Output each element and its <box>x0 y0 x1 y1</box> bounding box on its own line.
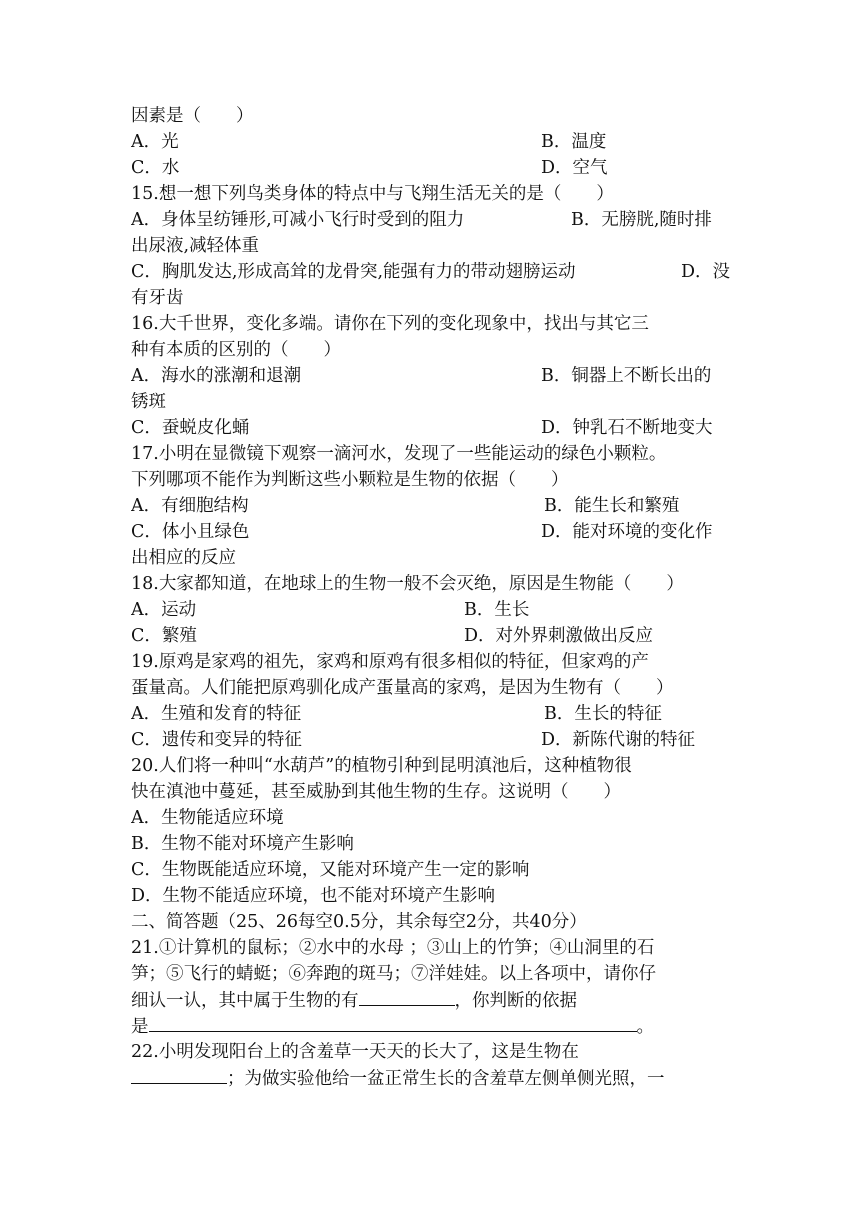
text-segment: A．运动 <box>131 600 197 620</box>
text-segment: A．生殖和发育的特征 <box>131 704 302 724</box>
text-segment: A．生物能适应环境 <box>131 808 284 828</box>
text-segment: 蛋量高。人们能把原鸡驯化成产蛋量高的家鸡，是因为生物有（ ） <box>131 678 674 698</box>
text-line <box>131 441 731 467</box>
text-line <box>131 285 731 311</box>
text-segment: 15.想一想下列鸟类身体的特点中与飞翔生活无关的是（ ） <box>131 184 614 204</box>
text-segment: 16.大千世界，变化多端。请你在下列的变化现象中，找出与其它三 <box>131 314 649 334</box>
text-segment: D．生物不能适应环境，也不能对环境产生影响 <box>131 886 496 906</box>
text-segment: D．对外界刺激做出反应 <box>464 626 654 646</box>
text-segment: 18.大家都知道，在地球上的生物一般不会灭绝，原因是生物能（ ） <box>131 574 684 594</box>
text-segment: B．铜器上不断长出的 <box>541 366 712 386</box>
text-segment: 21.①计算机的鼠标；②水中的水母 ；③山上的竹笋；④山洞里的石 <box>131 938 655 958</box>
text-segment: 20.人们将一种叫“水葫芦”的植物引种到昆明滇池后，这种植物很 <box>131 756 632 776</box>
text-line <box>131 623 731 649</box>
text-segment: ，你判断的依据 <box>454 991 577 1011</box>
text-line <box>131 779 731 805</box>
text-line <box>131 415 731 441</box>
text-line <box>131 363 731 389</box>
text-segment: C．繁殖 <box>131 626 197 646</box>
text-line <box>131 701 731 727</box>
text-segment: 是 <box>131 1017 149 1037</box>
text-line <box>131 961 731 987</box>
text-line <box>131 883 731 909</box>
text-line <box>131 103 731 129</box>
text-line <box>131 597 731 623</box>
text-line <box>131 675 731 701</box>
text-segment: D．能对环境的变化作 <box>541 522 713 542</box>
answer-blank[interactable] <box>359 987 455 1006</box>
text-segment: B．生物不能对环境产生影响 <box>131 834 354 854</box>
text-segment: 17.小明在显微镜下观察一滴河水，发现了一些能运动的绿色小颗粒。 <box>131 444 667 464</box>
text-segment: A．身体呈纺锤形,可减小飞行时受到的阻力 <box>131 210 465 230</box>
answer-blank[interactable] <box>149 1013 637 1032</box>
text-segment: 因素是（ ） <box>131 106 254 126</box>
text-line <box>131 857 731 883</box>
text-segment: B．能生长和繁殖 <box>544 496 680 516</box>
text-segment: C．体小且绿色 <box>131 522 250 542</box>
text-segment: A．有细胞结构 <box>131 496 249 516</box>
text-segment: B．生长的特征 <box>544 704 662 724</box>
text-line <box>131 467 731 493</box>
text-line <box>131 649 731 675</box>
text-line <box>131 753 731 779</box>
text-segment: B．生长 <box>464 600 530 620</box>
text-segment: 下列哪项不能作为判断这些小颗粒是生物的依据（ ） <box>131 470 569 490</box>
text-line <box>131 337 731 363</box>
text-line <box>131 545 731 571</box>
text-segment: D．没 <box>681 262 731 282</box>
text-segment: C．蚕蜕皮化蛹 <box>131 418 250 438</box>
text-segment: D．钟乳石不断地变大 <box>541 418 713 438</box>
text-segment: A．海水的涨潮和退潮 <box>131 366 302 386</box>
text-line <box>131 935 731 961</box>
text-line <box>131 831 731 857</box>
text-line <box>131 389 731 415</box>
text-segment: 细认一认，其中属于生物的有 <box>131 991 359 1011</box>
text-line <box>131 181 731 207</box>
answer-blank[interactable] <box>131 1065 227 1084</box>
text-line <box>131 571 731 597</box>
text-line <box>131 311 731 337</box>
text-segment: A．光 <box>131 132 179 152</box>
text-segment: D．新陈代谢的特征 <box>541 730 696 750</box>
text-line <box>131 805 731 831</box>
text-segment: B．温度 <box>541 132 607 152</box>
text-segment: C．遗传和变异的特征 <box>131 730 302 750</box>
text-segment: 笋；⑤飞行的蜻蜓；⑥奔跑的斑马；⑦洋娃娃。以上各项中，请你仔 <box>131 964 656 984</box>
text-line <box>131 259 731 285</box>
text-segment: 19.原鸡是家鸡的祖先，家鸡和原鸡有很多相似的特征，但家鸡的产 <box>131 652 649 672</box>
text-segment: 。 <box>636 1017 654 1037</box>
text-line <box>131 1039 731 1065</box>
text-line <box>131 987 731 1013</box>
text-line <box>131 909 731 935</box>
text-segment: 锈斑 <box>131 392 166 412</box>
text-segment: C．生物既能适应环境，又能对环境产生一定的影响 <box>131 860 530 880</box>
text-segment: C．胸肌发达,形成高耸的龙骨突,能强有力的带动翅膀运动 <box>131 262 576 282</box>
text-segment: 二、简答题（25、26每空0.5分，其余每空2分，共40分） <box>131 912 587 932</box>
text-line <box>131 129 731 155</box>
text-segment: B．无膀胱,随时排 <box>571 210 712 230</box>
text-segment: ；为做实验他给一盆正常生长的含羞草左侧单侧光照，一 <box>227 1069 665 1089</box>
text-segment: 出相应的反应 <box>131 548 236 568</box>
text-line <box>131 155 731 181</box>
text-segment: C．水 <box>131 158 180 178</box>
text-line <box>131 207 731 233</box>
text-segment: 快在滇池中蔓延，甚至威胁到其他生物的生存。这说明（ ） <box>131 782 621 802</box>
text-segment: 有牙齿 <box>131 288 184 308</box>
text-line <box>131 233 731 259</box>
text-segment: 22.小明发现阳台上的含羞草一天天的长大了，这是生物在 <box>131 1042 579 1062</box>
text-segment: 种有本质的区别的（ ） <box>131 340 341 360</box>
text-segment: 出尿液,减轻体重 <box>131 236 260 256</box>
text-line <box>131 1013 731 1039</box>
text-line <box>131 493 731 519</box>
text-line <box>131 727 731 753</box>
text-line <box>131 519 731 545</box>
text-line <box>131 1065 731 1091</box>
text-segment: D．空气 <box>541 158 608 178</box>
